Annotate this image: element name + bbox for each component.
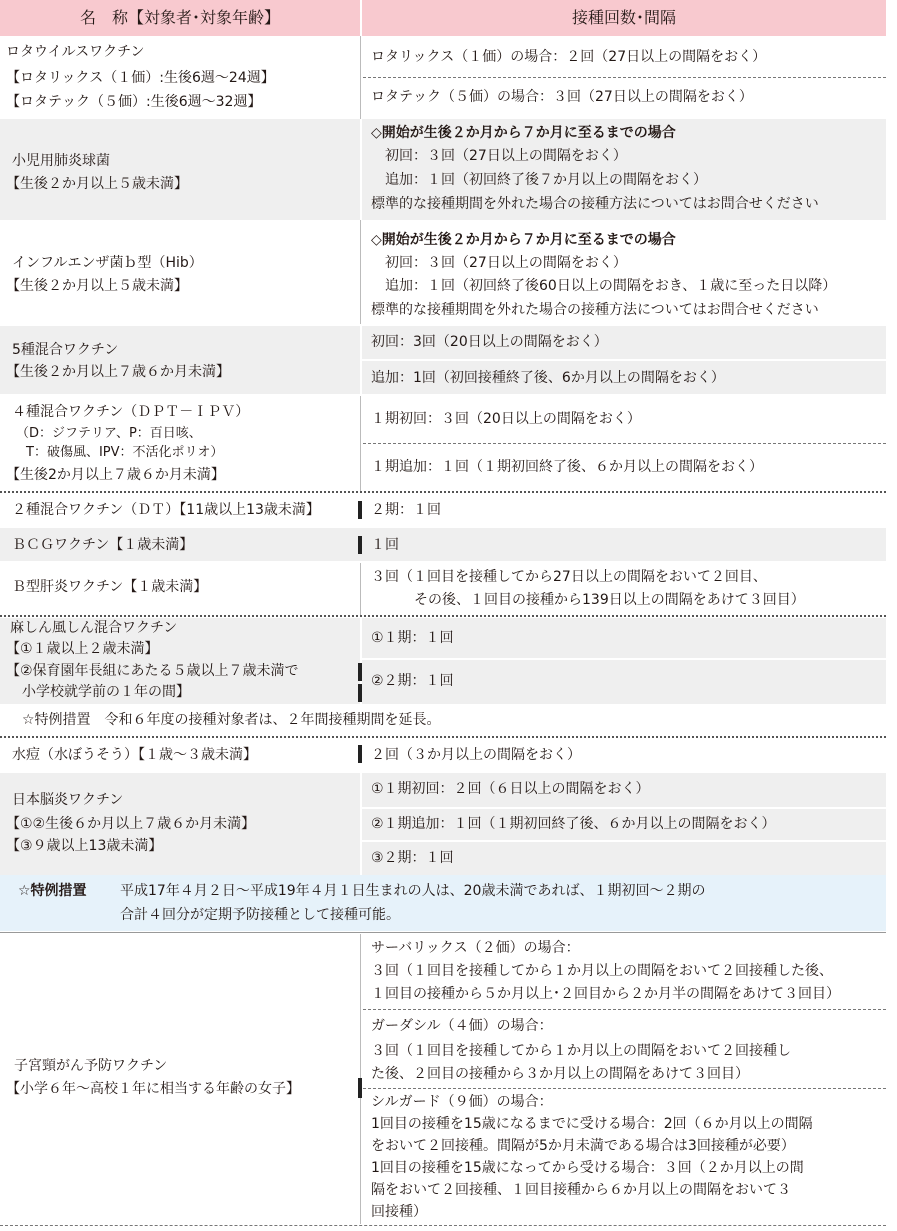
hpv-silgard-6: 回接種） (371, 1204, 427, 1220)
hpv-cervarix-1: サーバリックス（２価）の場合： (371, 940, 580, 956)
mr-schedule-1: ①１期：１回 (371, 630, 454, 646)
row-varicella (0, 739, 886, 771)
row-pneumococcal (0, 119, 886, 220)
row-4-in-1 (0, 396, 886, 491)
varicella-name: 水痘（水ぼうそう）【１歳～３歳未満】 (12, 747, 257, 763)
section-divider (0, 736, 886, 738)
je-target-2: 【③９歳以上13歳未満】 (6, 838, 163, 854)
section-divider (0, 932, 886, 933)
pneumococcal-line-2: 初回：３回（27日以上の間隔をおく） (385, 148, 627, 164)
five-vaccine-schedule-2: 追加：1回（初回接種終了後、6か月以上の間隔をおく） (371, 370, 725, 386)
mr-name: 麻しん風しん混合ワクチン (10, 620, 178, 636)
hpv-name: 子宮頸がん予防ワクチン (14, 1058, 168, 1074)
column-divider (360, 563, 361, 615)
hpv-cervarix-2: ３回（１回目を接種してから１か月以上の間隔をおいて２回接種した後、 (371, 963, 833, 979)
hepatitis-b-schedule-2: その後、１回目の接種から139日以上の間隔をあけて３回目） (414, 592, 805, 608)
hpv-gardasil-2: ３回（１回目を接種してから１か月以上の間隔をおいて２回接種し (371, 1043, 791, 1059)
mr-special-note-row (0, 704, 886, 736)
hib-target: 【生後２か月以上５歳未満】 (6, 278, 188, 294)
je-schedule-2: ②１期追加：１回（１期初回終了後、６か月以上の間隔をおく） (371, 816, 776, 832)
table-header (0, 0, 886, 36)
header-schedule-column: 接種回数･間隔 (571, 8, 676, 27)
row-divider (362, 840, 886, 842)
special-measure-label: ☆特例措置 (18, 883, 87, 899)
row-japanese-encephalitis (0, 773, 886, 875)
column-divider (360, 773, 362, 875)
hpv-silgard-4: 1回目の接種を15歳になってから受ける場合：３回（２か月以上の間 (371, 1160, 804, 1176)
rotavirus-target-1: 【ロタリックス（１価）:生後6週～24週】 (6, 70, 275, 86)
special-measure-line-2: 合計４回分が定期予防接種として接種可能。 (120, 907, 400, 923)
rotavirus-schedule-2: ロタテック（５価）の場合：３回（27日以上の間隔をおく） (371, 89, 753, 105)
row-divider (363, 1088, 886, 1089)
varicella-schedule: ２回（３か月以上の間隔をおく） (371, 747, 581, 763)
row-marker (358, 1078, 362, 1098)
two-vaccine-name: ２種混合ワクチン（ＤＴ）【11歳以上13歳未満】 (12, 502, 320, 518)
pneumococcal-line-3: 追加：１回（初回終了後７か月以上の間隔をおく） (385, 172, 707, 188)
mr-schedule-2: ②２期：１回 (371, 673, 454, 689)
row-divider (362, 359, 886, 361)
five-vaccine-name: 5種混合ワクチン (12, 342, 119, 358)
row-divider (362, 807, 886, 809)
row-marker (358, 663, 362, 681)
je-target-1: 【①②生後６か月以上７歳６か月未満】 (6, 816, 256, 832)
mr-target-3: 小学校就学前の１年の間】 (22, 684, 190, 700)
row-hepatitis-b (0, 563, 886, 615)
hpv-gardasil-1: ガーダシル（４価）の場合： (371, 1018, 553, 1034)
hib-line-1: ◇開始が生後２か月から７か月に至るまでの場合 (371, 232, 676, 248)
four-vaccine-schedule-1: １期初回：３回（20日以上の間隔をおく） (371, 411, 641, 427)
two-vaccine-schedule: ２期：１回 (371, 502, 441, 518)
hpv-silgard-1: シルガード（９価）の場合： (371, 1094, 553, 1110)
hib-line-4: 標準的な接種期間を外れた場合の接種方法についてはお問合せください (371, 302, 819, 318)
column-divider (360, 36, 361, 119)
row-marker (358, 501, 362, 519)
hib-name: インフルエンザ菌ｂ型（Hib） (12, 255, 203, 271)
row-divider (363, 1009, 886, 1010)
column-divider (360, 119, 362, 220)
special-measure-line-1: 平成17年４月２日～平成19年４月１日生まれの人は、20歳未満であれば、１期初回～２期の (120, 883, 706, 899)
hib-line-2: 初回：３回（27日以上の間隔をおく） (385, 255, 627, 271)
row-marker (358, 684, 362, 702)
row-5-in-1 (0, 326, 886, 394)
hepatitis-b-schedule-1: ３回（１回目を接種してから27日以上の間隔をおいて２回目、 (371, 569, 767, 585)
hpv-silgard-2: 1回目の接種を15歳になるまでに受ける場合：2回（６か月以上の間隔 (371, 1116, 813, 1132)
hpv-silgard-5: 隔をおいて２回接種、１回目接種から６か月以上の間隔をおいて３ (371, 1182, 791, 1198)
column-divider (360, 396, 361, 491)
rotavirus-target-2: 【ロタテック（５価）:生後6週～32週】 (6, 94, 262, 110)
pneumococcal-name: 小児用肺炎球菌 (12, 153, 110, 169)
row-divider (362, 658, 886, 660)
four-vaccine-name: ４種混合ワクチン（ＤＰＴ－ＩＰＶ） (12, 404, 250, 420)
row-marker (358, 745, 362, 763)
row-hib (0, 220, 886, 324)
pneumococcal-target: 【生後２か月以上５歳未満】 (6, 176, 188, 192)
mr-target-2: 【②保育園年長組にあたる５歳以上７歳未満で (6, 663, 299, 679)
hpv-silgard-3: をおいて２回接種。間隔が5か月未満である場合は3回接種が必要） (371, 1138, 795, 1154)
row-divider (363, 443, 886, 444)
rotavirus-schedule-1: ロタリックス（１価）の場合：２回（27日以上の間隔をおく） (371, 49, 767, 65)
bcg-schedule: １回 (371, 537, 399, 553)
je-name: 日本脳炎ワクチン (12, 792, 124, 808)
row-marker (358, 536, 362, 554)
rotavirus-name: ロタウイルスワクチン (6, 44, 145, 60)
row-rotavirus (0, 36, 886, 119)
row-divider (363, 77, 886, 78)
header-name-column: 名 称【対象者･対象年齢】 (79, 8, 280, 27)
section-divider (0, 491, 886, 493)
hepatitis-b-name: Ｂ型肝炎ワクチン【１歳未満】 (12, 579, 208, 595)
four-vaccine-target: 【生後2か月以上７歳６か月未満】 (6, 467, 225, 483)
column-divider (360, 220, 361, 324)
section-divider (0, 1225, 886, 1226)
mr-target-1: 【①１歳以上２歳未満】 (6, 641, 159, 657)
hib-line-3: 追加：１回（初回終了後60日以上の間隔をおき、１歳に至った日以降） (385, 278, 837, 294)
pneumococcal-line-4: 標準的な接種期間を外れた場合の接種方法についてはお問合せください (371, 196, 819, 212)
bcg-name: ＢＣＧワクチン【１歳未満】 (12, 537, 194, 553)
four-vaccine-schedule-2: １期追加：１回（１期初回終了後、６か月以上の間隔をおく） (371, 459, 763, 475)
four-vaccine-desc-1: （D：ジフテリア、P：百日咳、 (16, 426, 202, 441)
row-bcg (0, 528, 886, 561)
five-vaccine-schedule-1: 初回：3回（20日以上の間隔をおく） (371, 334, 608, 350)
hpv-cervarix-3: １回目の接種から５か月以上･２回目から２か月半の間隔をあけて３回目） (371, 986, 840, 1002)
mr-special-note: ☆特例措置 令和６年度の接種対象者は、２年間接種期間を延長。 (22, 712, 441, 728)
row-2-in-1 (0, 494, 886, 526)
column-divider (360, 326, 362, 394)
row-mr (0, 618, 886, 704)
je-schedule-3: ③２期：１回 (371, 850, 454, 866)
special-measure-row (0, 875, 886, 931)
hpv-gardasil-3: た後、２回目の接種から３か月以上の間隔をあけて３回目） (371, 1066, 749, 1082)
je-schedule-1: ①１期初回：２回（６日以上の間隔をおく） (371, 781, 650, 797)
section-divider (0, 615, 886, 617)
pneumococcal-line-1: ◇開始が生後２か月から７か月に至るまでの場合 (371, 125, 676, 141)
hpv-target: 【小学６年～高校１年に相当する年齢の女子】 (6, 1081, 300, 1097)
five-vaccine-target: 【生後２か月以上７歳６か月未満】 (6, 364, 230, 380)
row-hpv (0, 934, 886, 1224)
four-vaccine-desc-2: T：破傷風、IPV：不活化ポリオ） (26, 445, 224, 460)
